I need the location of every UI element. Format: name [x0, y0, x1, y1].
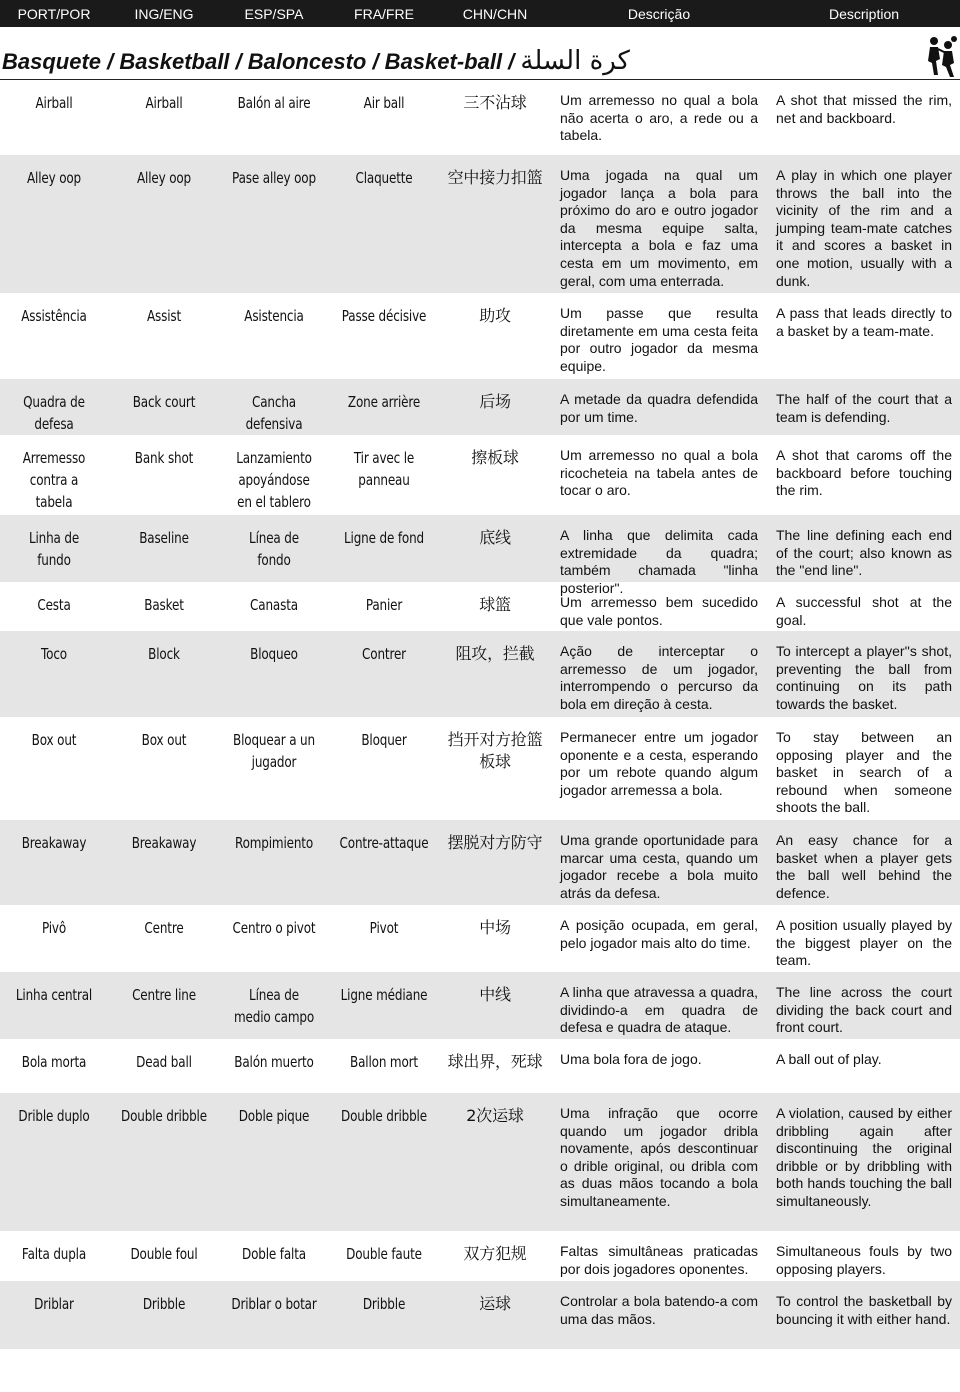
desc-pt: Um arremesso no qual a bola não acerta o aro, a rede ou a tabela. [560, 92, 758, 144]
desc-pt: Faltas simultâneas praticadas por dois jogadores oponentes. [560, 1243, 758, 1277]
basketball-players-icon [924, 35, 960, 79]
table-row [0, 515, 960, 596]
table-row [0, 582, 960, 631]
term-chn: 擦板球 [471, 448, 519, 467]
desc-en: A ball out of play. [776, 1051, 882, 1067]
term-spa: Lanzamiento apoyándose en el tablero [236, 449, 312, 511]
term-spa: Doble pique [238, 1107, 310, 1125]
desc-en: An easy chance for a basket when a player gets the ball well behind the defence. [776, 832, 952, 901]
desc-en: A successful shot at the goal. [776, 594, 952, 628]
term-por: Bola morta [21, 1053, 87, 1071]
term-eng: Block [148, 645, 180, 663]
term-fra: Ligne de fond [344, 529, 424, 547]
term-eng: Box out [141, 731, 187, 749]
desc-en: A shot that caroms off the backboard before touching the rim. [776, 447, 952, 499]
table-row [0, 820, 960, 905]
table-row [0, 293, 960, 379]
desc-pt: Permanecer entre um jogador oponente e a cesta, esperando por um rebote quando algum jogador arremessa a bola. [560, 729, 758, 798]
term-spa: Canasta [250, 596, 298, 614]
term-por: Driblar [34, 1295, 74, 1313]
term-chn: 阻攻，拦截 [455, 644, 535, 663]
term-chn: 中场 [479, 918, 511, 937]
header-spa: ESP/SPA [244, 5, 304, 22]
desc-pt: Uma jogada na qual um jogador lança a bola para próximo do aro e outro jogador da mesma equipe salta, intercepta a bola e faz uma cesta em um movimento, em geral, com uma enterrada. [560, 167, 758, 289]
table-row [0, 1093, 960, 1231]
term-por: Pivô [41, 919, 67, 937]
table-row [0, 717, 960, 820]
table-row [0, 1039, 960, 1093]
term-chn: 球出界，死球 [447, 1052, 543, 1071]
term-spa: Rompimiento [234, 834, 314, 852]
term-fra: Contrer [362, 645, 406, 663]
desc-pt: Ação de interceptar o arremesso de um jogador, interrompendo o percurso da bola em direção à cesta. [560, 643, 758, 712]
term-por: Toco [41, 645, 67, 663]
desc-pt: Controlar a bola batendo-a com uma das mãos. [560, 1293, 758, 1327]
table-row [0, 1231, 960, 1281]
term-fra: Passe décisive [341, 307, 427, 325]
term-chn: 中线 [479, 985, 511, 1004]
term-por: Linha central [15, 986, 93, 1004]
header-desc-pt: Descrição [627, 5, 691, 22]
title-row [0, 27, 960, 80]
term-spa: Balón muerto [234, 1053, 314, 1071]
term-spa: Asistencia [244, 307, 304, 325]
term-chn: 三不沾球 [463, 93, 527, 112]
term-eng: Airball [145, 94, 183, 112]
term-fra: Pivot [369, 919, 399, 937]
term-por: Linha de fundo [28, 529, 80, 569]
desc-pt: A linha que atravessa a quadra, dividindo-a em quadra de defesa e quadra de ataque. [560, 984, 758, 1036]
term-fra: Zone arrière [347, 393, 421, 411]
term-por: Airball [35, 94, 73, 112]
table-row [0, 1281, 960, 1349]
table-row [0, 905, 960, 972]
desc-pt: Um arremesso bem sucedido que vale pontos. [560, 594, 758, 628]
header-por: PORT/POR [17, 5, 91, 22]
desc-pt: Uma bola fora de jogo. [560, 1051, 702, 1067]
term-eng: Centre line [132, 986, 196, 1004]
term-eng: Dribble [142, 1295, 186, 1313]
table-row [0, 631, 960, 717]
term-fra: Tir avec le panneau [353, 449, 415, 489]
desc-pt: Uma grande oportunidade para marcar uma cesta, quando um jogador recebe a bola muito atrás da defesa. [560, 832, 758, 901]
term-eng: Centre [144, 919, 184, 937]
header-desc-en: Description [828, 5, 900, 22]
term-eng: Double dribble [121, 1107, 207, 1125]
term-spa: Pase alley oop [232, 169, 316, 187]
term-fra: Double faute [346, 1245, 422, 1263]
term-fra: Double dribble [341, 1107, 427, 1125]
term-por: Quadra de defesa [23, 393, 85, 433]
term-fra: Claquette [355, 169, 413, 187]
term-por: Drible duplo [18, 1107, 90, 1125]
desc-pt: A metade da quadra defendida por um time. [560, 391, 758, 425]
term-spa: Bloquear a un jugador [233, 731, 315, 771]
term-eng: Double foul [130, 1245, 198, 1263]
term-eng: Alley oop [136, 169, 192, 187]
page-title [2, 46, 630, 76]
term-eng: Assist [146, 307, 182, 325]
table-row [0, 379, 960, 435]
term-fra: Ligne médiane [340, 986, 428, 1004]
term-por: Falta dupla [21, 1245, 87, 1263]
desc-en: To control the basketball by bouncing it with either hand. [776, 1293, 952, 1327]
table-row [0, 155, 960, 293]
term-chn: 挡开对方抢篮板球 [447, 730, 543, 771]
term-por: Breakaway [21, 834, 87, 852]
term-spa: Driblar o botar [231, 1295, 317, 1313]
desc-en: A position usually played by the biggest player on the team. [776, 917, 952, 969]
desc-en: Simultaneous fouls by two opposing players. [776, 1243, 952, 1277]
term-fra: Air ball [363, 94, 405, 112]
desc-en: To intercept a player''s shot, preventing the ball from continuing on its path towards the basket. [776, 643, 952, 712]
term-eng: Breakaway [131, 834, 197, 852]
header-chn: CHN/CHN [462, 5, 528, 22]
term-spa: Cancha defensiva [245, 393, 303, 433]
term-chn: 2次运球 [466, 1106, 524, 1125]
title-arabic: كرة السلة [520, 46, 630, 76]
term-fra: Contre-attaque [339, 834, 429, 852]
term-spa: Balón al aire [237, 94, 311, 112]
table-row [0, 80, 960, 155]
glossary-table [0, 80, 960, 1349]
term-por: Box out [31, 731, 77, 749]
term-chn: 空中接力扣篮 [447, 168, 543, 187]
term-chn: 双方犯规 [463, 1244, 527, 1263]
term-fra: Bloquer [361, 731, 407, 749]
desc-en: The line across the court dividing the back court and front court. [776, 984, 952, 1036]
desc-en: A violation, caused by either dribbling again after discontinuing the original dribble or by dribbling with both hands touching the ball simultaneously. [776, 1105, 952, 1209]
desc-en: A shot that missed the rim, net and backboard. [776, 92, 952, 126]
column-header-bar [0, 0, 960, 27]
desc-en: A play in which one player throws the ball into the vicinity of the rim and a jumping team-mate catches it and scores a basket in one motion, usually with a dunk. [776, 167, 952, 289]
term-spa: Línea de medio campo [233, 986, 315, 1026]
desc-en: The half of the court that a team is defending. [776, 391, 952, 425]
term-chn: 摆脱对方防守 [447, 833, 543, 852]
header-eng: ING/ENG [134, 5, 194, 22]
term-chn: 助攻 [479, 306, 511, 325]
desc-en: The line defining each end of the court; also known as the "end line". [776, 527, 952, 579]
term-fra: Panier [365, 596, 403, 614]
desc-pt: Um passe que resulta diretamente em uma cesta feita por outro jogador da mesma equipe. [560, 305, 758, 374]
desc-pt: Uma infração que ocorre quando um jogador dribla novamente, após descontinuar o drible original, ou dribla com as duas mãos tocando a bola simultaneamente. [560, 1105, 758, 1209]
term-por: Arremesso contra a tabela [22, 449, 86, 511]
term-fra: Ballon mort [350, 1053, 418, 1071]
term-eng: Baseline [139, 529, 189, 547]
desc-en: A pass that leads directly to a basket by a team-mate. [776, 305, 952, 339]
term-chn: 运球 [479, 1294, 511, 1313]
term-spa: Doble falta [242, 1245, 306, 1263]
term-eng: Dead ball [136, 1053, 192, 1071]
term-eng: Basket [144, 596, 184, 614]
term-spa: Bloqueo [250, 645, 298, 663]
desc-en: To stay between an opposing player and the basket in search of a rebound when someone shoots the ball. [776, 729, 952, 816]
table-row [0, 972, 960, 1039]
term-fra: Dribble [362, 1295, 406, 1313]
term-chn: 底线 [479, 528, 511, 547]
desc-pt: A posição ocupada, em geral, pelo jogador mais alto do time. [560, 917, 758, 951]
term-chn: 后场 [479, 392, 511, 411]
term-chn: 球篮 [479, 595, 511, 614]
term-eng: Back court [132, 393, 196, 411]
term-spa: Línea de fondo [249, 529, 299, 569]
desc-pt: Um arremesso no qual a bola ricocheteia na tabela antes de tocar o aro. [560, 447, 758, 499]
desc-pt: A linha que delimita cada extremidade da quadra; também chamada "linha posterior". [560, 527, 758, 596]
title-text: Basquete / Basketball / Baloncesto / Basket-ball / [2, 49, 515, 74]
term-spa: Centro o pivot [232, 919, 316, 937]
term-por: Cesta [37, 596, 71, 614]
table-row [0, 435, 960, 515]
term-por: Alley oop [26, 169, 82, 187]
term-eng: Bank shot [134, 449, 194, 467]
term-por: Assistência [21, 307, 87, 325]
header-fra: FRA/FRE [354, 5, 414, 22]
